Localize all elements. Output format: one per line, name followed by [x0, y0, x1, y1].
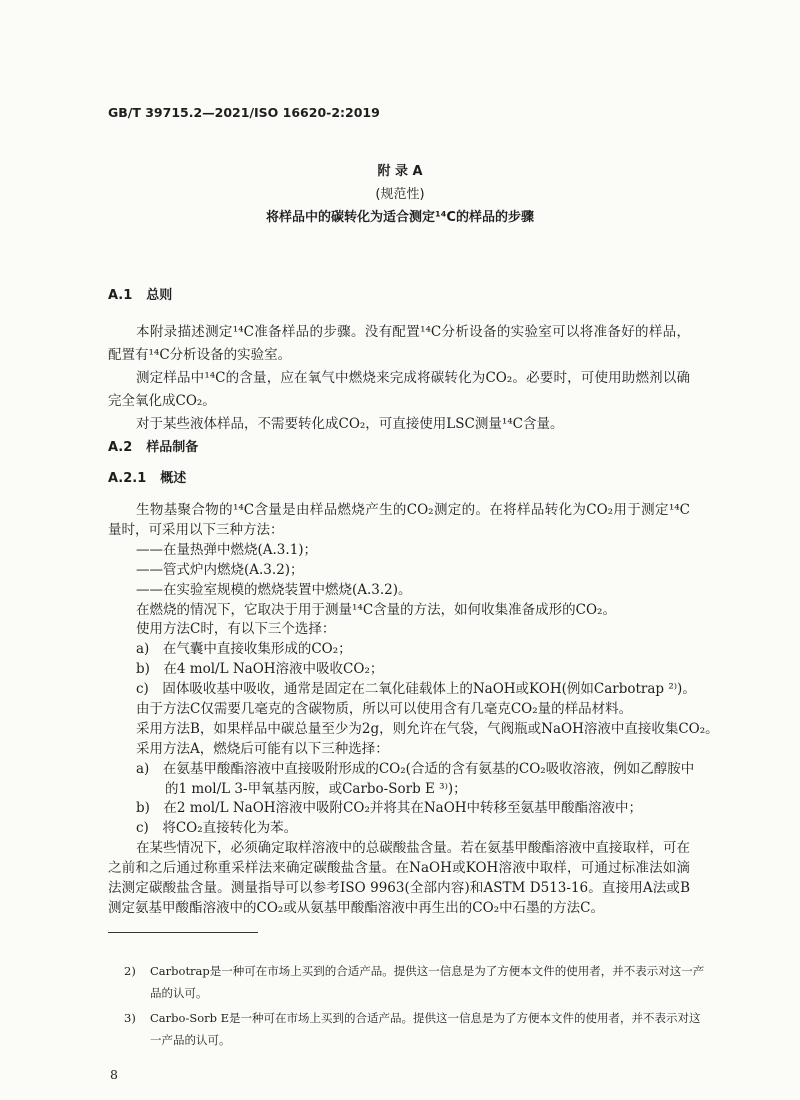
- annex-title: 将样品中的碳转化为适合测定¹⁴C的样品的步骤: [266, 210, 534, 225]
- paragraph-line: 之前和之后通过称重采样法来确定碳酸盐含量。在NaOH或KOH溶液中取样，可通过标准法如滴: [108, 860, 690, 876]
- paragraph-line: 法测定碳酸盐含量。测量指导可以参考ISO 9963(全部内容)和ASTM D513-16。直接用A法或B: [108, 880, 690, 896]
- list-item: c) 将CO₂直接转化为苯。: [136, 820, 298, 836]
- list-item: c) 固体吸收基中吸收，通常是固定在二氧化硅载体上的NaOH或KOH(例如Carbotrap ²⁾)。: [136, 681, 696, 697]
- footnote-text: 品的认可。: [150, 986, 208, 1000]
- paragraph-line: 使用方法C时，有以下三个选择：: [136, 621, 336, 637]
- paragraph-line: 在某些情况下，必须确定取样溶液中的总碳酸盐含量。若在氨基甲酸酯溶液中直接取样，可在: [136, 840, 690, 856]
- paragraph-line: 生物基聚合物的¹⁴C含量是由样品燃烧产生的CO₂测定的。在将样品转化为CO₂用于测定¹⁴C: [136, 502, 690, 518]
- footnote-divider: [108, 932, 258, 933]
- section-number: A.2: [108, 440, 133, 455]
- section-number: A.1: [108, 288, 133, 303]
- paragraph-line: 由于方法C仅需要几毫克的含碳物质，所以可以使用含有几毫克CO₂量的样品材料。: [136, 701, 633, 717]
- list-item: b) 在4 mol/L NaOH溶液中吸收CO₂；: [136, 661, 384, 677]
- paragraph-line: 量时，可采用以下三种方法：: [108, 522, 284, 538]
- annex-label: 附 录 A: [377, 164, 423, 179]
- list-item: ——管式炉内燃烧(A.3.2)；: [136, 562, 304, 578]
- list-item: a) 在气囊中直接收集形成的CO₂；: [136, 641, 352, 657]
- list-item: b) 在2 mol/L NaOH溶液中吸附CO₂并将其在NaOH中转移至氨基甲酸酯溶液中；: [136, 800, 643, 816]
- list-item: ——在量热弹中燃烧(A.3.1)；: [136, 542, 318, 558]
- section-title: 总则: [146, 288, 173, 303]
- paragraph-line: 采用方法A，燃烧后可能有以下三种选择：: [136, 741, 389, 757]
- footnote-number: 2): [124, 964, 136, 978]
- list-item: a) 在氨基甲酸酯溶液中直接吸附形成的CO₂(合适的含有氨基的CO₂吸收溶液，例如乙醇胺中: [136, 761, 695, 777]
- annex-type: (规范性): [375, 187, 425, 202]
- paragraph-line: 本附录描述测定¹⁴C准备样品的步骤。没有配置¹⁴C分析设备的实验室可以将准备好的样品，: [136, 324, 690, 340]
- paragraph-line: 在燃烧的情况下，它取决于用于测量¹⁴C含量的方法，如何收集准备成形的CO₂。: [136, 602, 616, 618]
- paragraph-line: 测定氨基甲酸酯溶液中的CO₂或从氨基甲酸酯溶液中再生出的CO₂中石墨的方法C。: [108, 900, 604, 916]
- footnote-text: Carbo-Sorb E是一种可在市场上买到的合适产品。提供这一信息是为了方便本文件的使用者，并不表示对这: [150, 1011, 701, 1025]
- section-title: 概述: [160, 471, 187, 486]
- list-item: ——在实验室规模的燃烧装置中燃烧(A.3.2)。: [136, 582, 412, 598]
- footnote-text: 一产品的认可。: [150, 1033, 231, 1047]
- paragraph-line: 测定样品中¹⁴C的含量，应在氧气中燃烧来完成将碳转化为CO₂。必要时，可使用助燃剂以确: [136, 370, 690, 386]
- page-number: 8: [110, 1067, 118, 1082]
- list-item-continuation: 的1 mol/L 3-甲氧基丙胺，或Carbo-Sorb E ³⁾)；: [165, 781, 467, 797]
- section-a1-heading: [108, 287, 186, 305]
- section-title: 样品制备: [146, 440, 199, 455]
- section-a21-heading: [108, 470, 200, 488]
- footnote-text: Carbotrap是一种可在市场上买到的合适产品。提供这一信息是为了方便本文件的使用者，并不表示对这一产: [150, 964, 705, 978]
- paragraph-line: 配置有¹⁴C分析设备的实验室。: [108, 347, 292, 363]
- paragraph-line: 完全氧化成CO₂。: [108, 393, 216, 409]
- paragraph-line: 采用方法B，如果样品中碳总量至少为2g，则允许在气袋，气阀瓶或NaOH溶液中直接收集CO₂。: [136, 721, 719, 737]
- footnote-number: 3): [124, 1011, 136, 1025]
- section-number: A.2.1: [108, 471, 147, 486]
- section-a2-heading: [108, 439, 212, 457]
- paragraph-line: 对于某些液体样品，不需要转化成CO₂，可直接使用LSC测量¹⁴C含量。: [136, 416, 564, 432]
- document-header: GB/T 39715.2—2021/ISO 16620-2:2019: [108, 105, 380, 120]
